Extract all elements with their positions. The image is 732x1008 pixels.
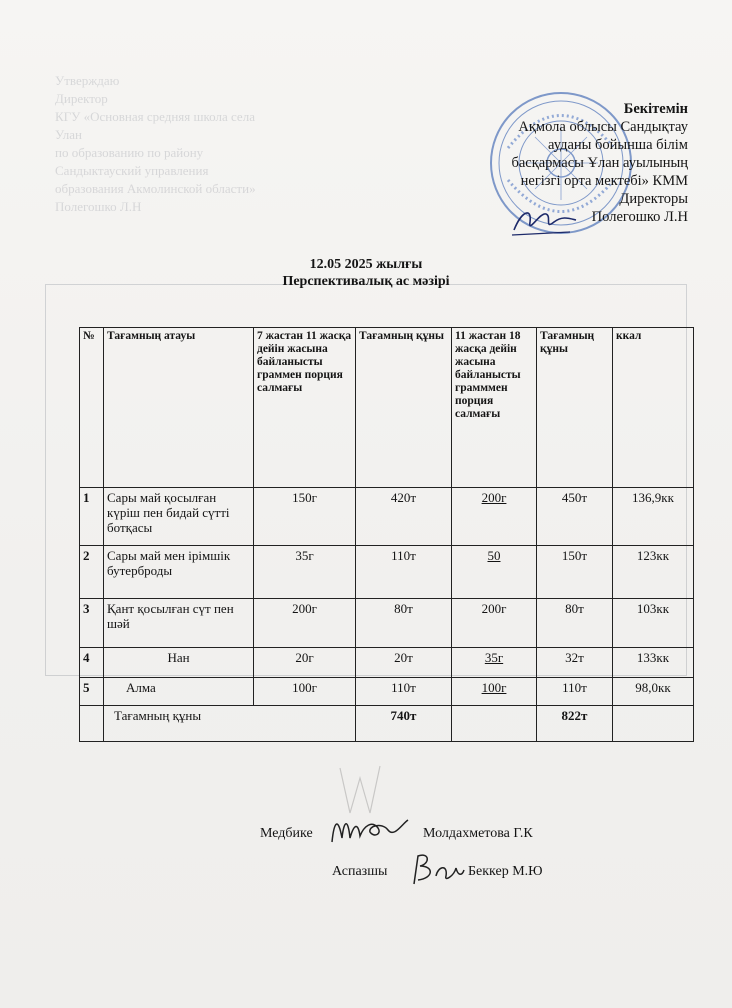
cost-7-11: 20т	[356, 648, 452, 678]
weight-11-18: 200г	[452, 488, 537, 546]
cost-7-11: 80т	[356, 599, 452, 648]
document-date: 12.05 2025 жылғы	[309, 257, 423, 272]
table-row	[80, 599, 694, 648]
weight-11-18: 35г	[452, 648, 537, 678]
table-header-row	[80, 328, 694, 488]
header-cell: Тағамның құны	[356, 328, 452, 488]
dish-name: Сары май мен ірімшік бутерброды	[104, 546, 254, 599]
weight-7-11: 35г	[254, 546, 356, 599]
header-cell: 11 жастан 18 жасқа дейін жасына байланысты грамммен порция салмағы	[452, 328, 537, 488]
approval-heading: Бекітемін	[623, 101, 688, 117]
director-signature-icon	[510, 200, 580, 240]
bleed-through-text: Утверждаю Директор КГУ «Основная средняя школа села Улан по образованию по району Сандыктауский управления образования Акмолинской области» Полегошко Л.Н	[55, 73, 256, 214]
dish-name: Нан	[104, 648, 254, 678]
cost-7-11: 110т	[356, 546, 452, 599]
total-label: Тағамның құны	[104, 706, 356, 742]
nurse-name: Молдахметова Г.К	[423, 826, 533, 841]
kcal: 103кк	[613, 599, 694, 648]
weight-11-18: 200г	[452, 599, 537, 648]
row-number: 3	[80, 599, 104, 648]
dish-name: Алма	[104, 678, 254, 706]
cook-role: Аспазшы	[332, 864, 388, 879]
header-cell: 7 жастан 11 жасқа дейін жасына байланысты граммен порция салмағы	[254, 328, 356, 488]
total-cost-7-11: 740т	[356, 706, 452, 742]
header-cell: Тағамның атауы	[104, 328, 254, 488]
nurse-signature-icon	[328, 808, 412, 850]
cook-signature-icon	[408, 846, 466, 892]
cost-11-18: 80т	[537, 599, 613, 648]
weight-11-18: 50	[452, 546, 537, 599]
approval-line: Ақмола облысы Сандықтау	[518, 119, 688, 135]
approval-line: Директоры	[619, 191, 688, 207]
weight-7-11: 150г	[254, 488, 356, 546]
cost-11-18: 110т	[537, 678, 613, 706]
total-cost-11-18: 822т	[537, 706, 613, 742]
approval-line: негізгі орта мектебі» КММ	[520, 173, 688, 189]
approval-line: Полегошко Л.Н	[591, 209, 688, 225]
approval-line: басқармасы Ұлан ауылының	[511, 155, 688, 171]
nurse-role: Медбике	[260, 826, 313, 841]
header-cell: ккал	[613, 328, 694, 488]
table-row	[80, 546, 694, 599]
cost-11-18: 32т	[537, 648, 613, 678]
row-number: 1	[80, 488, 104, 546]
header-cell: Тағамның құны	[537, 328, 613, 488]
table-total-row	[80, 706, 694, 742]
weight-7-11: 100г	[254, 678, 356, 706]
empty-cell	[452, 706, 537, 742]
kcal: 136,9кк	[613, 488, 694, 546]
dish-name: Сары май қосылған күріш пен бидай сүтті ботқасы	[104, 488, 254, 546]
cost-7-11: 420т	[356, 488, 452, 546]
cost-11-18: 150т	[537, 546, 613, 599]
weight-11-18: 100г	[452, 678, 537, 706]
row-number: 2	[80, 546, 104, 599]
cook-name: Беккер М.Ю	[468, 864, 543, 879]
table-row	[80, 488, 694, 546]
empty-cell	[80, 706, 104, 742]
row-number: 5	[80, 678, 104, 706]
row-number: 4	[80, 648, 104, 678]
table-row	[80, 678, 694, 706]
document-name: Перспективалық ас мәзірі	[282, 274, 450, 289]
menu-table	[79, 327, 694, 742]
kcal: 133кк	[613, 648, 694, 678]
table-row	[80, 648, 694, 678]
weight-7-11: 20г	[254, 648, 356, 678]
kcal: 98,0кк	[613, 678, 694, 706]
empty-cell	[613, 706, 694, 742]
cost-11-18: 450т	[537, 488, 613, 546]
approval-line: ауданы бойынша білім	[548, 137, 688, 153]
weight-7-11: 200г	[254, 599, 356, 648]
document-title	[0, 256, 732, 290]
kcal: 123кк	[613, 546, 694, 599]
dish-name: Қант қосылған сүт пен шәй	[104, 599, 254, 648]
cost-7-11: 110т	[356, 678, 452, 706]
header-cell: №	[80, 328, 104, 488]
